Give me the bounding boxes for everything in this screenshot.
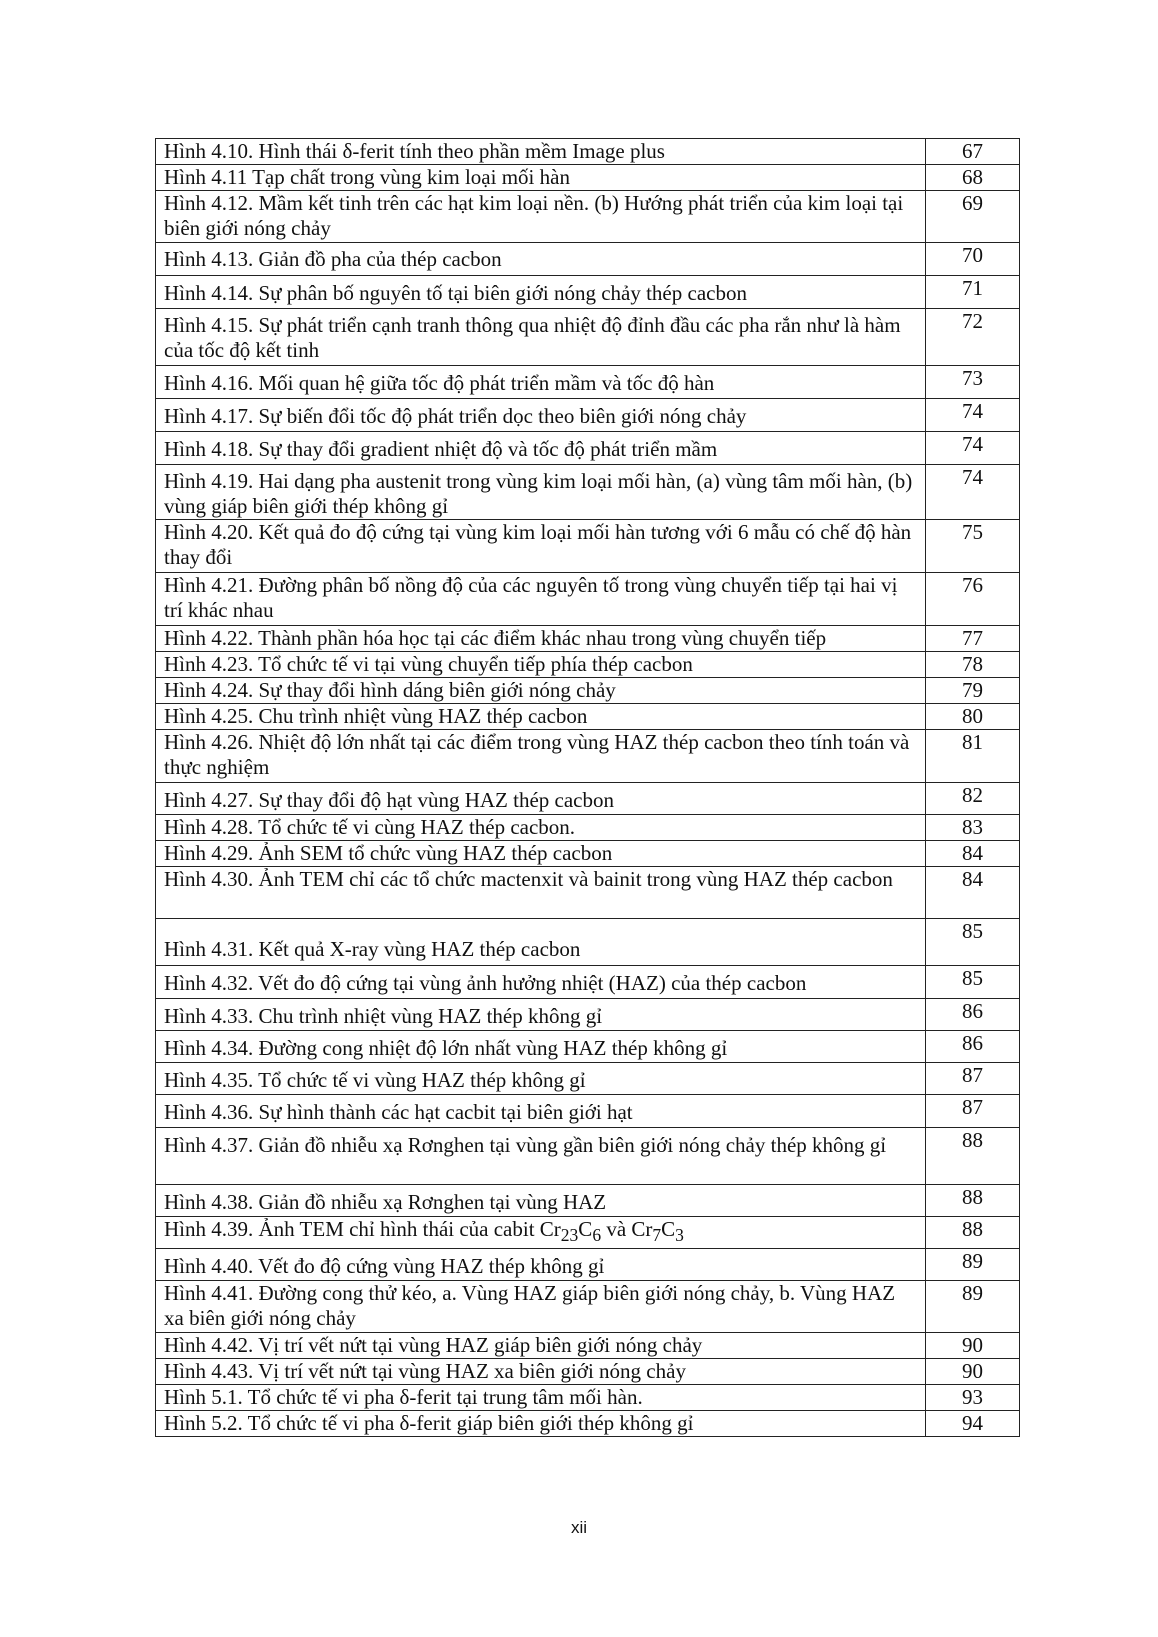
figure-page-number: 84 [926,867,1020,919]
figure-page-number: 85 [926,966,1020,999]
figure-caption: Hình 4.38. Giản đồ nhiễu xạ Rơnghen tại vùng HAZ [156,1185,926,1217]
figure-page-number: 88 [926,1217,1020,1249]
table-row [156,573,1020,626]
table-row [156,1095,1020,1128]
figure-page-number: 68 [926,165,1020,191]
figure-page-number: 94 [926,1411,1020,1437]
table-row [156,1281,1020,1333]
figure-caption: Hình 4.32. Vết đo độ cứng tại vùng ảnh hưởng nhiệt (HAZ) của thép cacbon [156,966,926,999]
figure-page-number: 87 [926,1063,1020,1095]
table-row [156,243,1020,276]
figure-caption: Hình 5.2. Tổ chức tế vi pha δ-ferit giáp biên giới thép không gỉ [156,1411,926,1437]
figure-page-number: 84 [926,841,1020,867]
figure-caption: Hình 4.26. Nhiệt độ lớn nhất tại các điểm trong vùng HAZ thép cacbon theo tính toán và thực nghiệm [156,730,926,783]
figure-page-number: 75 [926,520,1020,573]
figure-caption: Hình 4.11 Tạp chất trong vùng kim loại mối hàn [156,165,926,191]
table-row [156,1185,1020,1217]
figure-page-number: 90 [926,1359,1020,1385]
table-row [156,783,1020,815]
figure-caption: Hình 4.42. Vị trí vết nứt tại vùng HAZ giáp biên giới nóng chảy [156,1333,926,1359]
table-row [156,399,1020,432]
figure-page-number: 82 [926,783,1020,815]
table-row [156,652,1020,678]
table-row [156,520,1020,573]
figure-caption: Hình 4.21. Đường phân bố nồng độ của các nguyên tố trong vùng chuyển tiếp tại hai vị trí khác nhau [156,573,926,626]
figure-caption: Hình 4.36. Sự hình thành các hạt cacbit tại biên giới hạt [156,1095,926,1128]
table-row [156,1385,1020,1411]
figure-page-number: 90 [926,1333,1020,1359]
figure-page-number: 74 [926,399,1020,432]
figure-page-number: 88 [926,1128,1020,1185]
table-row [156,1411,1020,1437]
figure-caption: Hình 4.31. Kết quả X-ray vùng HAZ thép cacbon [156,919,926,966]
figure-page-number: 83 [926,815,1020,841]
figure-page-number: 74 [926,432,1020,465]
figure-caption: Hình 4.39. Ảnh TEM chỉ hình thái của cabit $Cr_{23}C_6$ và $Cr_7C_3$ [156,1217,926,1249]
figure-caption: Hình 4.10. Hình thái δ-ferit tính theo phần mềm Image plus [156,139,926,165]
table-row [156,999,1020,1031]
table-row [156,704,1020,730]
table-row [156,815,1020,841]
figure-caption: Hình 4.20. Kết quả đo độ cứng tại vùng kim loại mối hàn tương với 6 mẫu có chế độ hàn thay đổi [156,520,926,573]
list-of-figures-table [155,138,1020,1437]
table-row [156,841,1020,867]
page-number: xii [570,1518,588,1537]
figure-page-number: 71 [926,276,1020,309]
table-row [156,1249,1020,1281]
figure-caption: Hình 4.19. Hai dạng pha austenit trong vùng kim loại mối hàn, (a) vùng tâm mối hàn, (b) vùng giáp biên giới thép không gỉ [156,465,926,520]
figure-caption: Hình 5.1. Tổ chức tế vi pha δ-ferit tại trung tâm mối hàn. [156,1385,926,1411]
figure-caption: Hình 4.24. Sự thay đổi hình dáng biên giới nóng chảy [156,678,926,704]
figure-caption: Hình 4.43. Vị trí vết nứt tại vùng HAZ xa biên giới nóng chảy [156,1359,926,1385]
table-row [156,1359,1020,1385]
table-row [156,1128,1020,1185]
figure-caption: Hình 4.15. Sự phát triển cạnh tranh thông qua nhiệt độ đỉnh đầu các pha rắn như là hàm của tốc độ kết tinh [156,309,926,366]
table-row [156,626,1020,652]
figure-page-number: 67 [926,139,1020,165]
table-row [156,678,1020,704]
figure-page-number: 88 [926,1185,1020,1217]
table-row [156,465,1020,520]
table-row [156,1217,1020,1249]
figure-caption: Hình 4.35. Tổ chức tế vi vùng HAZ thép không gỉ [156,1063,926,1095]
figure-caption: Hình 4.16. Mối quan hệ giữa tốc độ phát triển mầm và tốc độ hàn [156,366,926,399]
figure-caption: Hình 4.27. Sự thay đổi độ hạt vùng HAZ thép cacbon [156,783,926,815]
figure-caption: Hình 4.34. Đường cong nhiệt độ lớn nhất vùng HAZ thép không gỉ [156,1031,926,1063]
figure-caption: Hình 4.25. Chu trình nhiệt vùng HAZ thép cacbon [156,704,926,730]
figure-caption: Hình 4.30. Ảnh TEM chỉ các tổ chức mactenxit và bainit trong vùng HAZ thép cacbon [156,867,926,919]
figure-page-number: 80 [926,704,1020,730]
figure-page-number: 93 [926,1385,1020,1411]
figure-caption: Hình 4.41. Đường cong thử kéo, a. Vùng HAZ giáp biên giới nóng chảy, b. Vùng HAZ xa biên giới nóng chảy [156,1281,926,1333]
figure-caption: Hình 4.13. Giản đồ pha của thép cacbon [156,243,926,276]
figure-page-number: 78 [926,652,1020,678]
table-row [156,867,1020,919]
figure-caption: Hình 4.28. Tổ chức tế vi cùng HAZ thép cacbon. [156,815,926,841]
figure-page-number: 81 [926,730,1020,783]
table-row [156,165,1020,191]
figure-page-number: 70 [926,243,1020,276]
figure-caption: Hình 4.37. Giản đồ nhiễu xạ Rơnghen tại vùng gần biên giới nóng chảy thép không gỉ [156,1128,926,1185]
figure-page-number: 76 [926,573,1020,626]
figure-page-number: 89 [926,1281,1020,1333]
figure-page-number: 77 [926,626,1020,652]
figure-page-number: 73 [926,366,1020,399]
table-row [156,1333,1020,1359]
table-row [156,919,1020,966]
table-row [156,730,1020,783]
figure-caption: Hình 4.17. Sự biến đổi tốc độ phát triển dọc theo biên giới nóng chảy [156,399,926,432]
figure-caption: Hình 4.18. Sự thay đổi gradient nhiệt độ và tốc độ phát triển mầm [156,432,926,465]
figure-page-number: 86 [926,999,1020,1031]
figure-page-number: 74 [926,465,1020,520]
figure-page-number: 69 [926,191,1020,243]
figure-caption: Hình 4.22. Thành phần hóa học tại các điểm khác nhau trong vùng chuyển tiếp [156,626,926,652]
table-row [156,276,1020,309]
figure-caption: Hình 4.29. Ảnh SEM tổ chức vùng HAZ thép cacbon [156,841,926,867]
table-row [156,432,1020,465]
figure-caption: Hình 4.12. Mầm kết tinh trên các hạt kim loại nền. (b) Hướng phát triển của kim loại tại biên giới nóng chảy [156,191,926,243]
figure-page-number: 89 [926,1249,1020,1281]
figure-caption: Hình 4.40. Vết đo độ cứng vùng HAZ thép không gỉ [156,1249,926,1281]
figure-page-number: 86 [926,1031,1020,1063]
table-row [156,966,1020,999]
figure-page-number: 79 [926,678,1020,704]
table-row [156,191,1020,243]
figure-caption: Hình 4.33. Chu trình nhiệt vùng HAZ thép không gỉ [156,999,926,1031]
figure-page-number: 87 [926,1095,1020,1128]
figure-page-number: 72 [926,309,1020,366]
figure-caption: Hình 4.23. Tổ chức tế vi tại vùng chuyển tiếp phía thép cacbon [156,652,926,678]
figure-caption: Hình 4.14. Sự phân bố nguyên tố tại biên giới nóng chảy thép cacbon [156,276,926,309]
figure-page-number: 85 [926,919,1020,966]
table-row [156,1063,1020,1095]
table-row [156,366,1020,399]
table-row [156,309,1020,366]
table-row [156,139,1020,165]
table-row [156,1031,1020,1063]
